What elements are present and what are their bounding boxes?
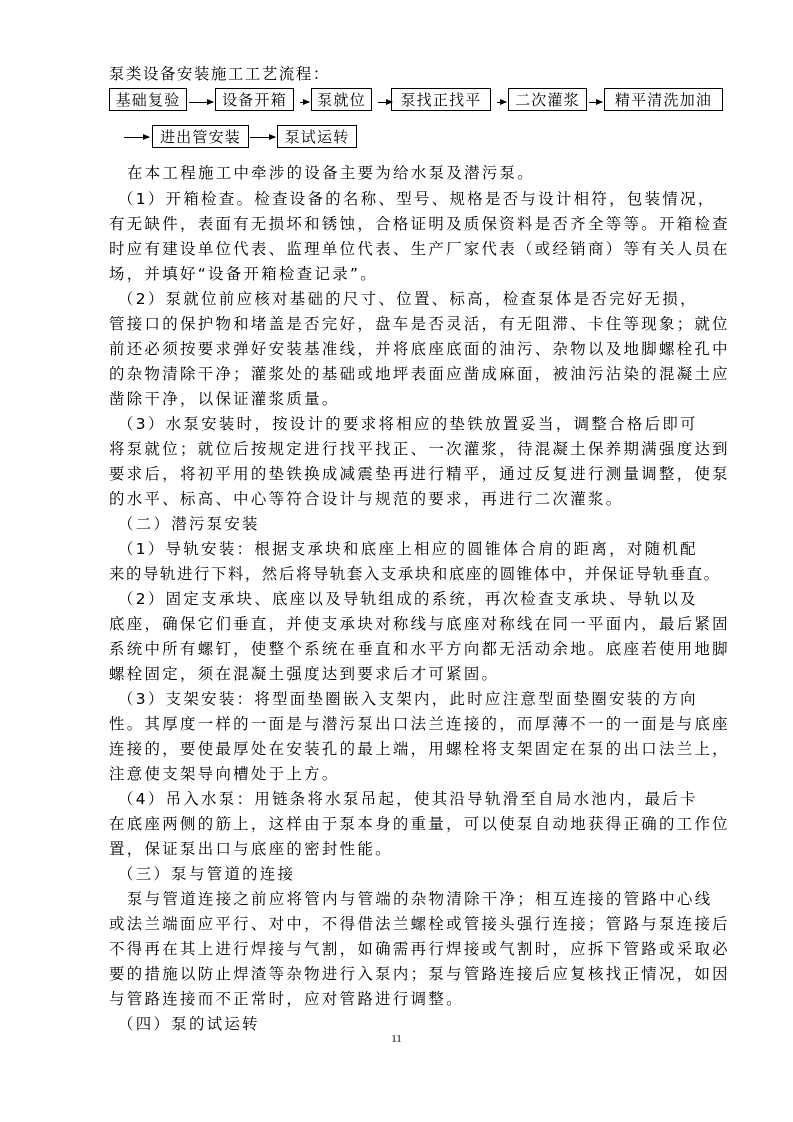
paragraph-line: 性。其厚度一样的一面是与潜污泵出口法兰连接的，而厚薄不一的一面是与底座 [109, 715, 730, 733]
flow-step-unpacking: 设备开箱 [215, 88, 294, 111]
flow-step-foundation-check: 基础复验 [109, 88, 187, 111]
paragraph-line: 注意使支架导向槽处于上方。 [109, 765, 340, 783]
flow-step-pipe-installation: 进出管安装 [152, 125, 249, 148]
paragraph-line: （4）吊入水泵：用链条将水泵吊起，使其沿导轨滑至自局水池内，最后卡 [118, 790, 698, 808]
arrow-icon [589, 102, 602, 103]
paragraph-line: 时应有建设单位代表、监理单位代表、生产厂家代表（或经销商）等有关人员在 [109, 240, 730, 258]
paragraph-line: 的水平、标高、中心等符合设计与规范的要求，再进行二次灌浆。 [109, 490, 624, 508]
paragraph-line: 泵与管道连接之前应将管内与管端的杂物清除干净；相互连接的管路中心线 [127, 890, 713, 908]
paragraph-line: （3）水泵安装时，按设计的要求将相应的垫铁放置妥当，调整合格后即可 [118, 415, 698, 433]
paragraph-line: （3）支架安装：将型面垫圈嵌入支架内，此时应注意型面垫圈安装的方向 [118, 690, 698, 708]
paragraph-line: 前还必须按要求弹好安装基准线，并将底座底面的油污、杂物以及地脚螺栓孔中 [109, 340, 730, 358]
flowchart-title: 泵类设备安装施工工艺流程： [109, 65, 330, 83]
paragraph-line: （1）导轨安装：根据支承块和底座上相应的圆锥体合肩的距离，对随机配 [118, 540, 698, 558]
flow-step-secondary-grouting: 二次灌浆 [508, 88, 587, 111]
paragraph-line: （1）开箱检查。检查设备的名称、型号、规格是否与设计相符，包装情况， [118, 190, 716, 208]
arrow-icon [124, 137, 149, 138]
page-number: 11 [391, 1033, 402, 1045]
arrow-icon [300, 102, 309, 103]
arrow-icon [250, 137, 275, 138]
section-heading-pipe-connection: （三）泵与管道的连接 [118, 865, 296, 883]
paragraph-line: 与管路连接而不正常时，应对管路进行调整。 [109, 990, 464, 1008]
arrow-icon [378, 102, 392, 103]
paragraph-line: 管接口的保护物和堵盖是否完好，盘车是否灵活，有无阻滞、卡住等现象；就位 [109, 315, 730, 333]
arrow-icon [497, 102, 506, 103]
paragraph-line: 要求后，将初平用的垫铁换成减震垫再进行精平，通过反复进行测量调整，使泵 [109, 465, 730, 483]
section-heading-sewage-pump: （二）潜污泵安装 [118, 515, 260, 533]
paragraph-line: 场，并填好“设备开箱检查记录”。 [109, 265, 379, 283]
paragraph-line: 在底座两侧的筋上，这样由于泵本身的重量，可以使泵自动地获得正确的工作位 [109, 815, 730, 833]
paragraph-intro: 在本工程施工中牵涉的设备主要为给水泵及潜污泵。 [127, 164, 536, 182]
paragraph-line: 有无缺件，表面有无损坏和锈蚀，合格证明及质保资料是否齐全等等。开箱检查 [109, 215, 730, 233]
section-heading-trial-run: （四）泵的试运转 [118, 1015, 260, 1033]
paragraph-line: 凿除干净，以保证灌浆质量。 [109, 390, 340, 408]
paragraph-line: （2）固定支承块、底座以及导轨组成的系统，再次检查支承块、导轨以及 [118, 590, 698, 608]
paragraph-line: 螺栓固定，须在混凝土强度达到要求后才可紧固。 [109, 665, 500, 683]
paragraph-line: 将泵就位；就位后按规定进行找平找正、一次灌浆，待混凝土保养期满强度达到 [109, 440, 730, 458]
paragraph-line: 或法兰端面应平行、对中，不得借法兰螺栓或管接头强行连接；管路与泵连接后 [109, 915, 730, 933]
paragraph-line: 系统中所有螺钉，使整个系统在垂直和水平方向都无活动余地。底座若使用地脚 [109, 640, 730, 658]
flow-step-pump-positioning: 泵就位 [311, 88, 372, 111]
paragraph-line: 来的导轨进行下料，然后将导轨套入支承块和底座的圆锥体中，并保证导轨垂直。 [109, 565, 721, 583]
paragraph-line: 连接的，要使最厚处在安装孔的最上端，用螺栓将支架固定在泵的出口法兰上， [109, 740, 730, 758]
paragraph-line: 置，保证泵出口与底座的密封性能。 [109, 840, 393, 858]
arrow-icon [189, 102, 213, 103]
paragraph-line: （2）泵就位前应核对基础的尺寸、位置、标高，检查泵体是否完好无损， [118, 290, 698, 308]
flow-step-alignment: 泵找正找平 [391, 88, 491, 111]
paragraph-line: 底座，确保它们垂直，并使支承块对称线与底座对称线在同一平面内，最后紧固 [109, 615, 730, 633]
flow-step-leveling-cleaning-oiling: 精平清洗加油 [604, 88, 723, 111]
flow-step-trial-run: 泵试运转 [277, 125, 357, 148]
paragraph-line: 的杂物清除干净；灌浆处的基础或地坪表面应凿成麻面，被油污沾染的混凝土应 [109, 365, 730, 383]
paragraph-line: 不得再在其上进行焊接与气割，如确需再行焊接或气割时，应拆下管路或采取必 [109, 940, 730, 958]
paragraph-line: 要的措施以防止焊渣等杂物进行入泵内；泵与管路连接后应复核找正情况，如因 [109, 965, 730, 983]
